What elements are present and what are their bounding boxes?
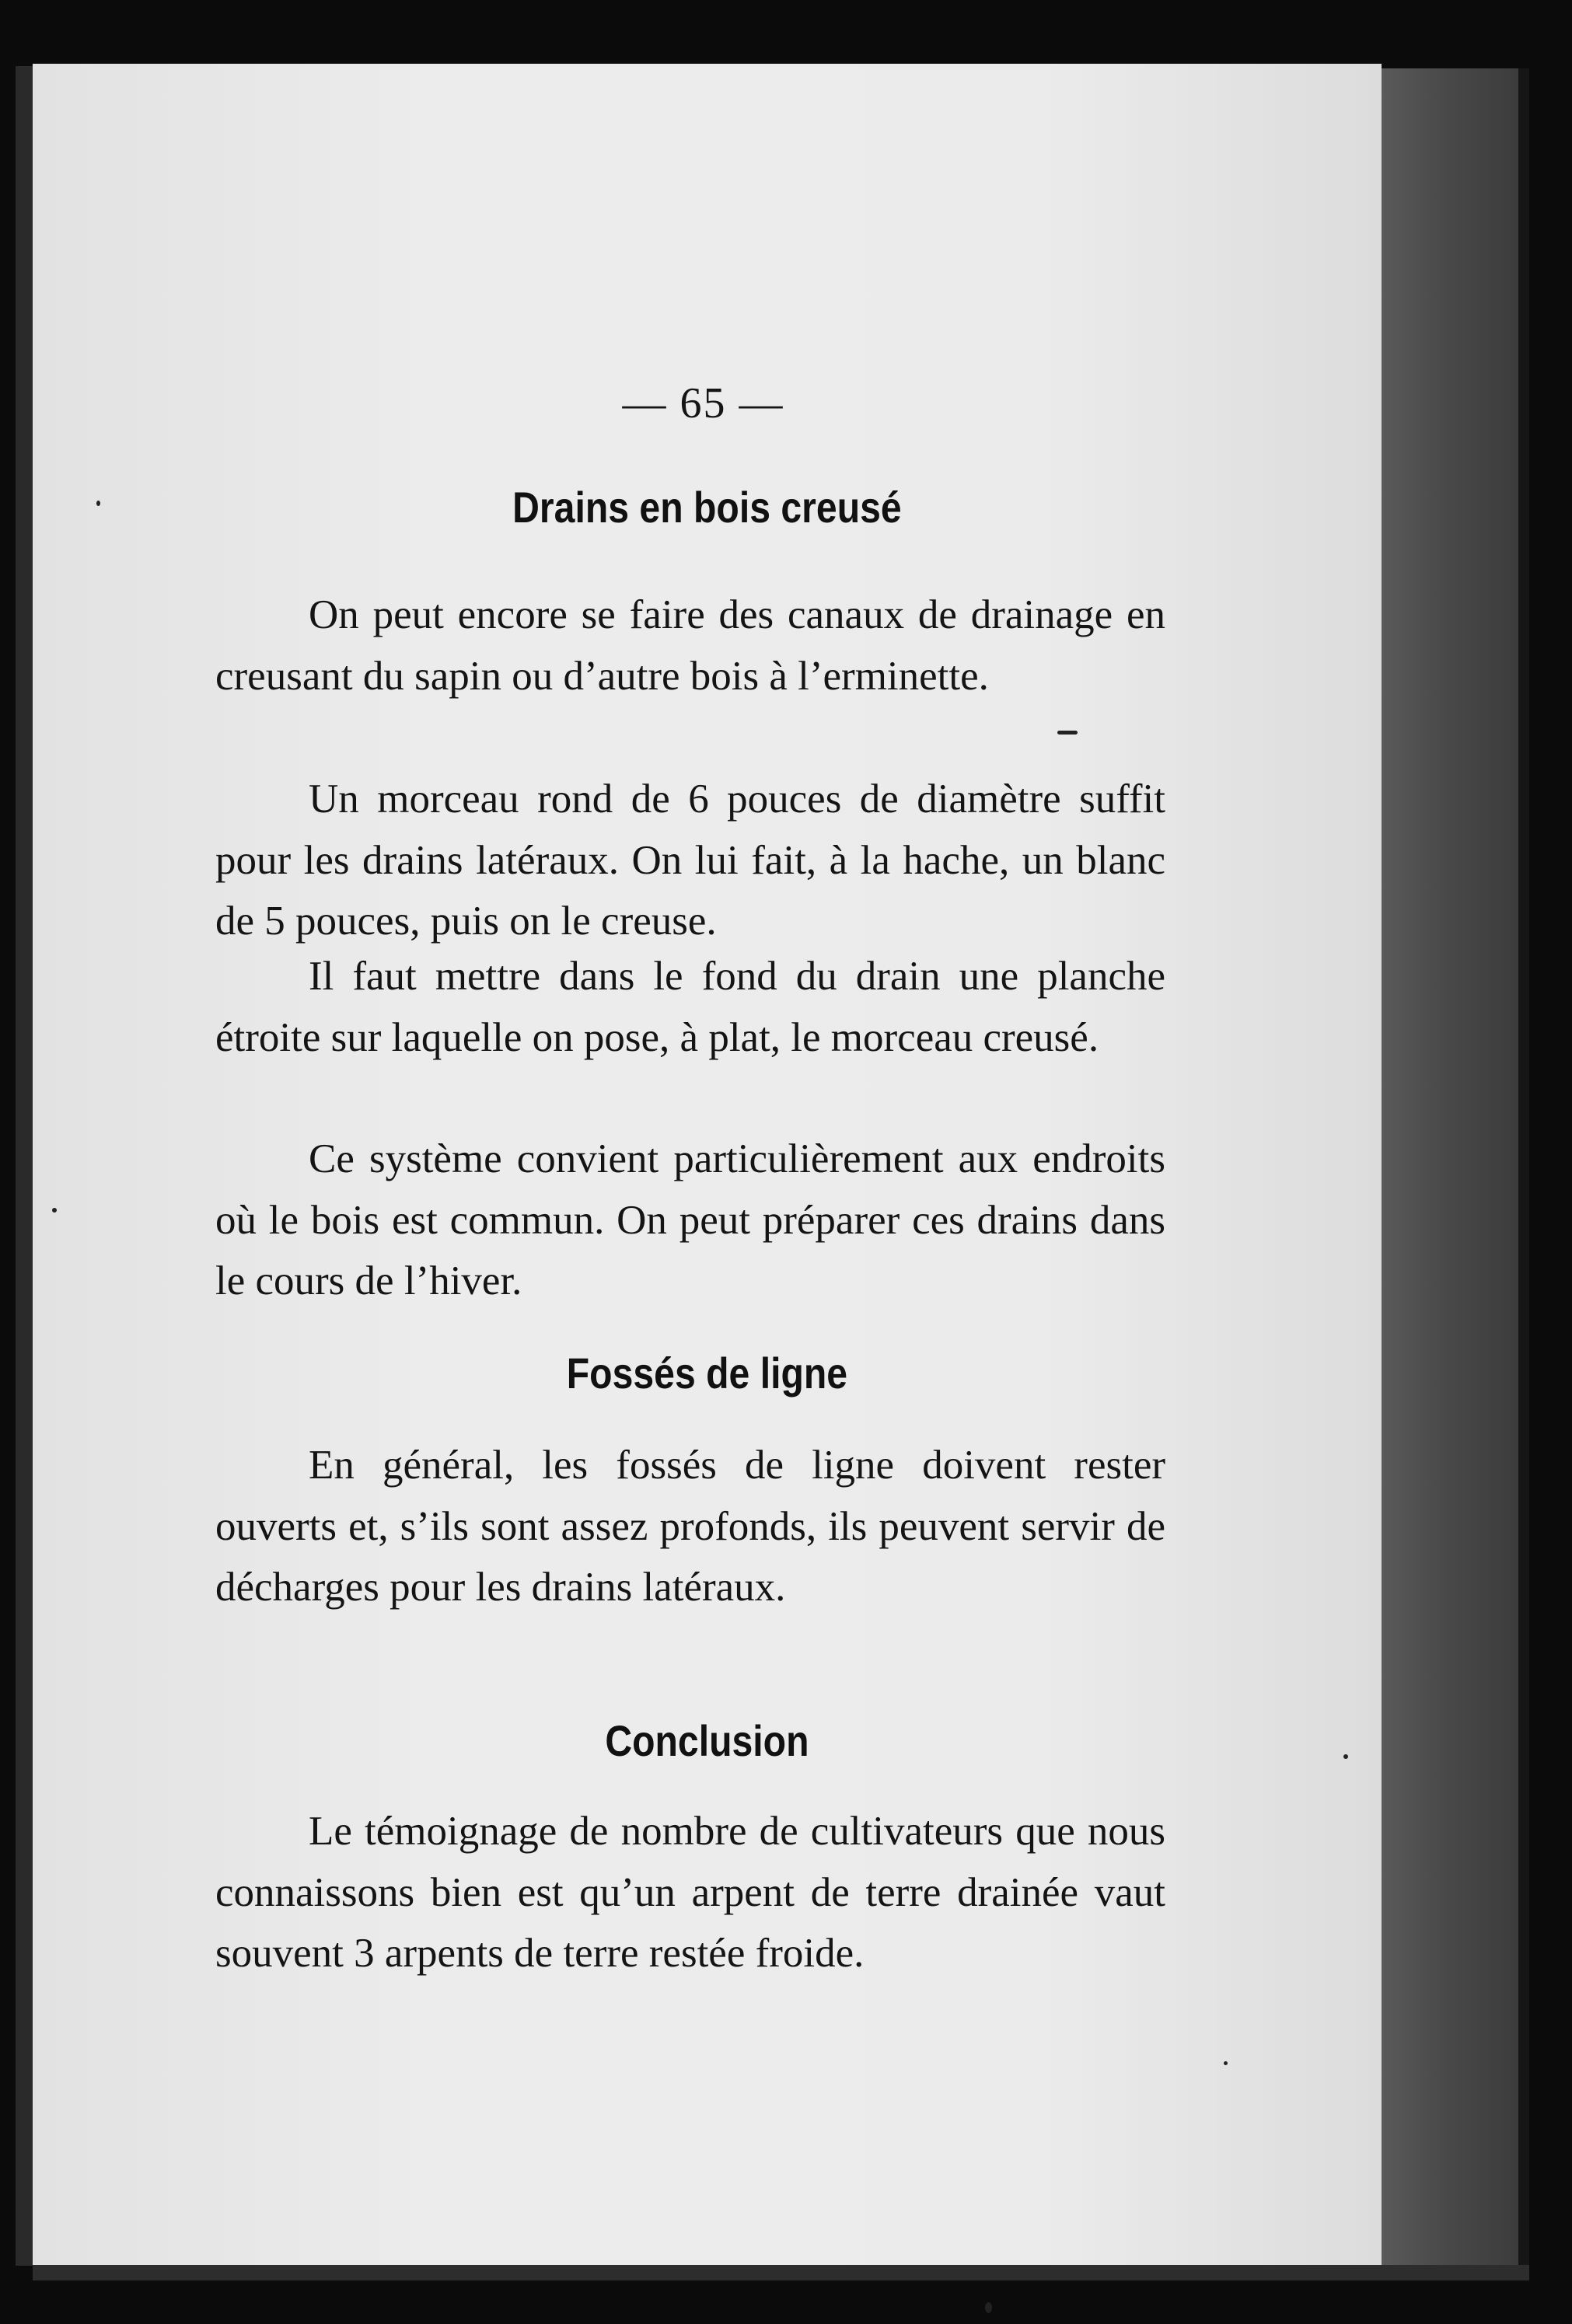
scan-speck	[1343, 1754, 1348, 1759]
document-page	[33, 64, 1382, 2265]
scan-speck	[96, 501, 100, 506]
book-spine-shadow	[1382, 68, 1529, 2265]
paragraph: Un morceau rond de 6 pouces de diamètre suffit pour les drains latéraux. On lui fait, à la hache, un blanc de 5 pouces, puis on le creuse.	[215, 776, 1165, 944]
paragraph: Il faut mettre dans le fond du drain une planche étroite sur laquelle on pose, à plat, le morceau creusé.	[215, 954, 1165, 1060]
scan-speck	[985, 2302, 992, 2313]
scan-speck	[52, 1208, 57, 1213]
page-number: — 65 —	[622, 379, 784, 427]
section-heading-drains: Drains en bois creusé	[512, 483, 902, 532]
paragraph: En général, les fossés de ligne doivent rester ouverts et, s’ils sont assez profonds, ils peuvent servir de décharges pour les drains latéraux.	[215, 1443, 1165, 1610]
section-heading-conclusion: Conclusion	[605, 1716, 809, 1765]
paragraph: On peut encore se faire des canaux de drainage en creusant du sapin ou d’autre bois à l’erminette.	[215, 592, 1165, 699]
previous-page-edge	[16, 66, 33, 2266]
section-heading-fosses: Fossés de ligne	[566, 1349, 848, 1398]
scan-speck	[1224, 2061, 1228, 2065]
scan-speck	[1057, 731, 1078, 735]
page-bottom-edge	[33, 2265, 1529, 2280]
paragraph: Ce système convient particulièrement aux endroits où le bois est commun. On peut préparer ces drains dans le cours de l’hiver.	[215, 1136, 1165, 1303]
paragraph: Le témoignage de nombre de cultivateurs que nous connaissons bien est qu’un arpent de terre drainée vaut souvent 3 arpents de terre restée froide.	[215, 1809, 1165, 1976]
